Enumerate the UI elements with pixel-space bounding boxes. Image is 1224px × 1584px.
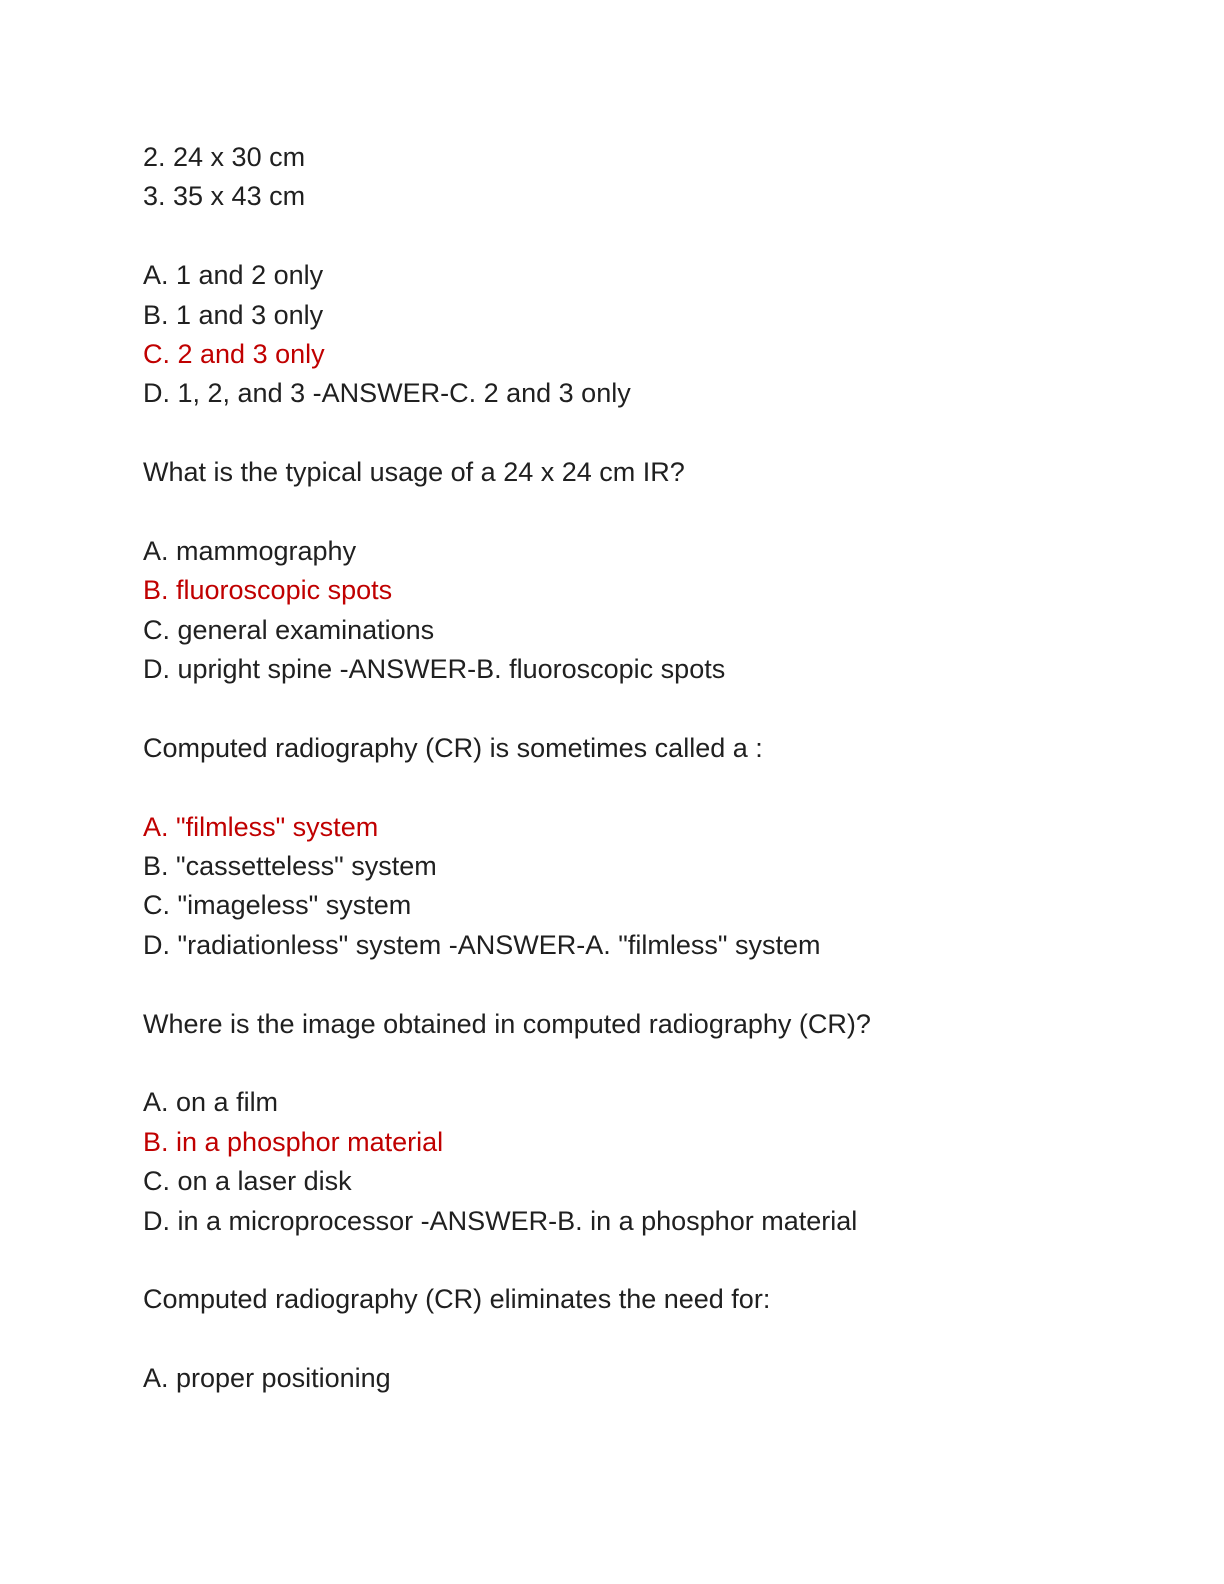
answer-option: B. "cassetteless" system	[143, 851, 437, 882]
question-block	[143, 453, 1143, 689]
answer-option: A. on a film	[143, 1087, 279, 1118]
spacer	[143, 1044, 1143, 1083]
spacer	[143, 217, 1143, 256]
answer-option: B. 1 and 3 only	[143, 299, 324, 330]
question-block	[143, 729, 1143, 965]
question-text: Computed radiography (CR) eliminates the need for:	[143, 1284, 771, 1315]
answer-option-correct: B. in a phosphor material	[143, 1126, 444, 1157]
question-text: Where is the image obtained in computed radiography (CR)?	[143, 1008, 871, 1039]
spacer	[143, 414, 1143, 453]
spacer	[143, 1241, 1143, 1280]
answer-option: C. general examinations	[143, 614, 435, 645]
answer-option-correct: A. "filmless" system	[143, 811, 379, 842]
answer-option: C. on a laser disk	[143, 1166, 352, 1197]
question-text: What is the typical usage of a 24 x 24 cm IR?	[143, 457, 685, 488]
question-text: Computed radiography (CR) is sometimes called a :	[143, 732, 763, 763]
question-block	[143, 1280, 1143, 1398]
answer-option-correct: C. 2 and 3 only	[143, 338, 325, 369]
list-item: 3. 35 x 43 cm	[143, 181, 306, 212]
answer-option: A. 1 and 2 only	[143, 260, 324, 291]
spacer	[143, 965, 1143, 1004]
answer-option: A. proper positioning	[143, 1363, 391, 1394]
spacer	[143, 768, 1143, 807]
answer-option: D. "radiationless" system -ANSWER-A. "filmless" system	[143, 929, 821, 960]
spacer	[143, 1320, 1143, 1359]
answer-option: C. "imageless" system	[143, 890, 412, 921]
document-page	[143, 138, 1143, 1399]
spacer	[143, 689, 1143, 728]
answer-option-correct: B. fluoroscopic spots	[143, 575, 393, 606]
question-block	[143, 1005, 1143, 1241]
continuation-block	[143, 138, 1143, 414]
list-item: 2. 24 x 30 cm	[143, 142, 306, 172]
answer-option: A. mammography	[143, 535, 357, 566]
spacer	[143, 493, 1143, 532]
answer-option: D. 1, 2, and 3 -ANSWER-C. 2 and 3 only	[143, 378, 631, 409]
answer-option: D. in a microprocessor -ANSWER-B. in a phosphor material	[143, 1205, 858, 1236]
answer-option: D. upright spine -ANSWER-B. fluoroscopic spots	[143, 654, 726, 685]
